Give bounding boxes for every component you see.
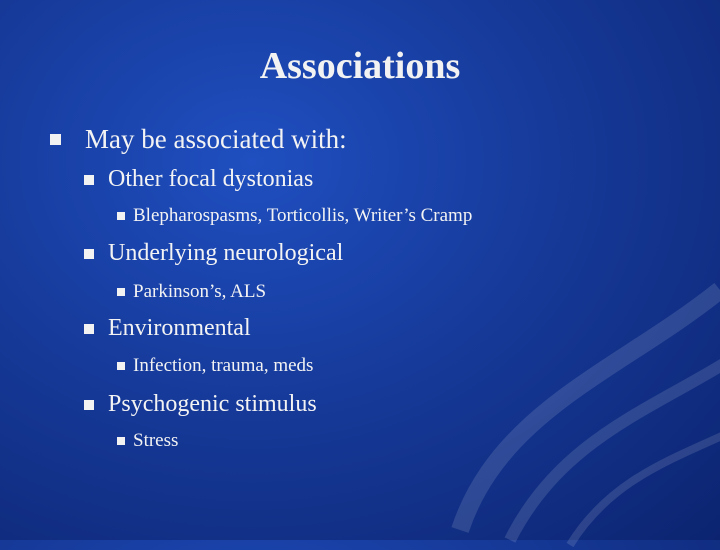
sub-bullet bbox=[84, 166, 313, 193]
sub-bullet bbox=[84, 240, 343, 267]
bullet-marker bbox=[50, 134, 61, 145]
sub-bullet bbox=[84, 315, 251, 342]
bullet-marker bbox=[84, 400, 94, 410]
sub-bullet-text: Environmental bbox=[108, 315, 251, 341]
sub-bullet-text: Other focal dystonias bbox=[108, 166, 314, 192]
main-bullet-text: May be associated with: bbox=[85, 124, 347, 154]
detail-bullet bbox=[117, 205, 472, 227]
main-bullet bbox=[50, 124, 347, 155]
detail-bullet-text: Blepharospasms, Torticollis, Writer’s Cramp bbox=[133, 205, 473, 226]
bullet-marker bbox=[117, 362, 125, 370]
detail-bullet bbox=[117, 281, 266, 303]
bullet-marker bbox=[117, 437, 125, 445]
bullet-marker bbox=[84, 175, 94, 185]
bullet-marker bbox=[84, 324, 94, 334]
detail-bullet bbox=[117, 430, 178, 452]
background-swirl-decoration bbox=[420, 250, 720, 550]
bullet-marker bbox=[84, 249, 94, 259]
detail-bullet bbox=[117, 355, 313, 377]
slide-title: Associations bbox=[259, 45, 461, 87]
sub-bullet bbox=[84, 391, 317, 418]
detail-bullet-text: Parkinson’s, ALS bbox=[133, 281, 267, 302]
sub-bullet-text: Psychogenic stimulus bbox=[108, 391, 317, 417]
detail-bullet-text: Infection, trauma, meds bbox=[133, 355, 314, 376]
bullet-marker bbox=[117, 288, 125, 296]
sub-bullet-text: Underlying neurological bbox=[108, 240, 344, 266]
bullet-marker bbox=[117, 212, 125, 220]
detail-bullet-text: Stress bbox=[133, 430, 179, 451]
